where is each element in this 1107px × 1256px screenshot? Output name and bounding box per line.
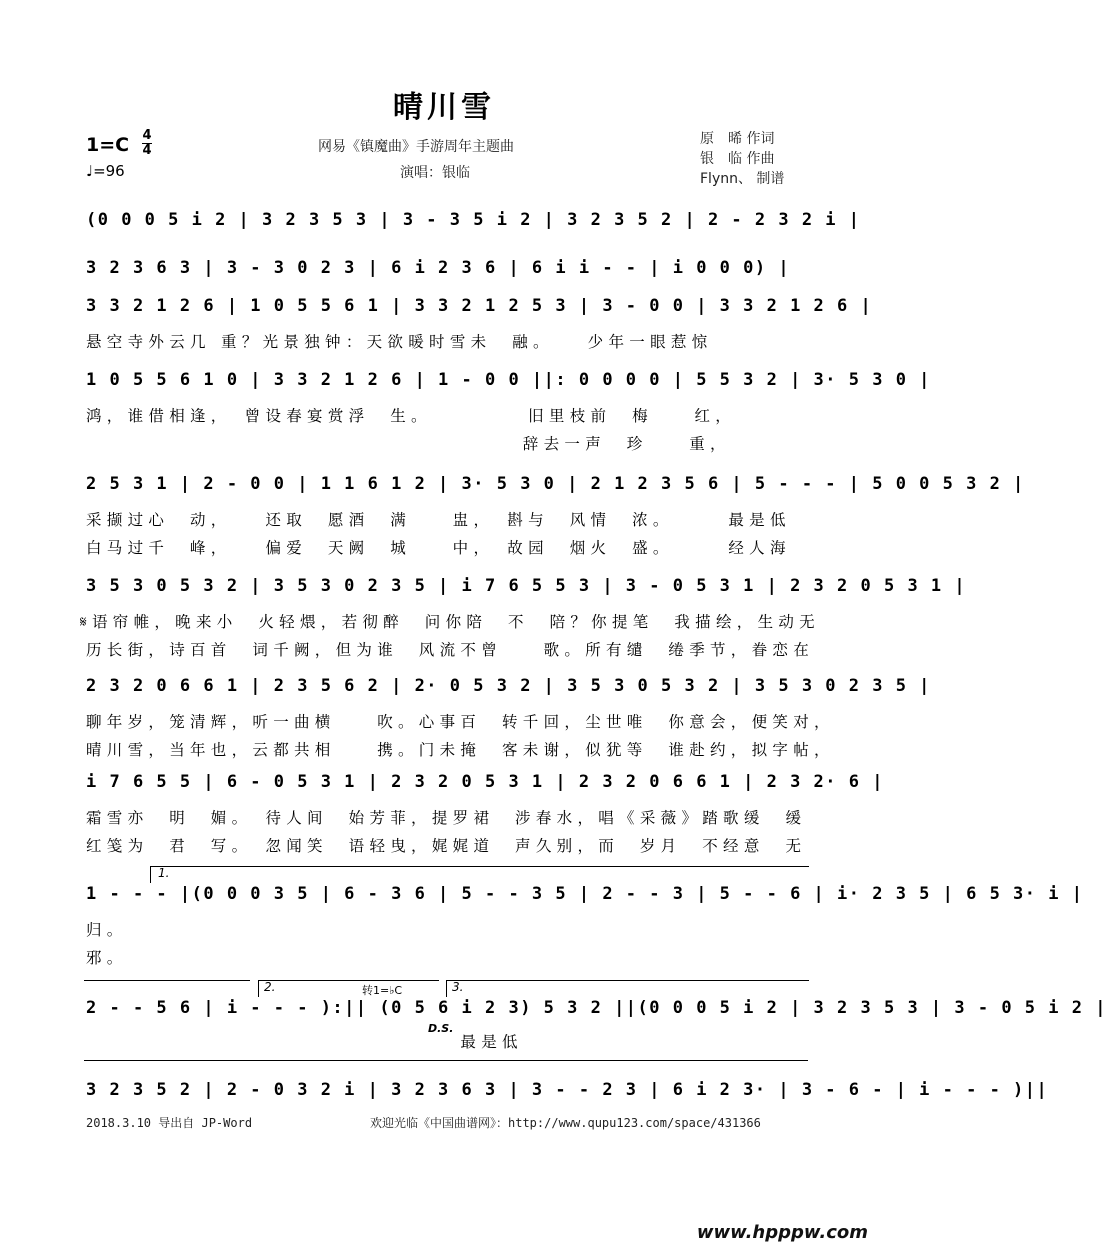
time-signature-bottom: 4 (142, 143, 152, 158)
footer-site-link[interactable]: 欢迎光临《中国曲谱网》：http://www.qupu123.com/space/431366 (370, 1116, 761, 1130)
lyrics-row-6-verse-1: 𝄋语帘帷，晚来小 火轻煨，若彻醉 问你陪 不 陪？你提笔 我描绘，生动无 (80, 613, 820, 631)
song-title: 晴川雪 (393, 90, 495, 125)
volta-bracket-1-continuation (84, 980, 250, 991)
lyrics-row-10-verse-1: 最是低 (86, 1033, 523, 1051)
footer-export-note: 2018.3.10 导出自 JP-Word (86, 1116, 253, 1130)
volta-bracket-3-continuation (84, 1060, 808, 1071)
modulation-mark: 转1=♭C (362, 984, 403, 997)
lyrics-row-5-verse-1: 采撷过心 动， 还取 愿酒 满 盅， 斟与 风情 浓。 最是低 (86, 511, 791, 529)
notation-row-6: 3 5 3 0 5 3 2 | 3 5 3 0 2 3 5 | i 7 6 5 5 3 | 3 - 0 5 3 1 | 2 3 2 0 5 3 1 | (86, 576, 967, 596)
notation-row-8: i 7 6 5 5 | 6 - 0 5 3 1 | 2 3 2 0 5 3 1 | 2 3 2 0 6 6 1 | 2 3 2· 6 | (86, 772, 884, 792)
notation-row-1: (0 0 0 5 i 2 | 3 2 3 5 3 | 3 - 3 5 i 2 | 3 2 3 5 2 | 2 - 2 3 2 i | (86, 210, 861, 230)
volta-bracket-1 (150, 866, 809, 883)
lyrics-row-9-verse-1: 归。 (86, 921, 128, 939)
volta-label-2: 2. (264, 980, 276, 994)
lyrics-row-4-verse-1: 鸿，谁借相逢， 曾设春宴赏浮 生。 旧里枝前 梅 红， (86, 407, 737, 425)
ds-mark: D.S. (428, 1022, 454, 1035)
time-signature (142, 130, 152, 157)
lyrics-row-5-verse-2: 白马过千 峰， 偏爱 天阙 城 中， 故园 烟火 盛。 经人海 (86, 539, 791, 557)
subtitle: 网易《镇魔曲》手游周年主题曲 (318, 139, 514, 155)
notation-row-2: 3 2 3 6 3 | 3 - 3 0 2 3 | 6 i 2 3 6 | 6 i i - - | i 0 0 0) | (86, 258, 791, 278)
lyrics-row-4-verse-2: 辞去一声 珍 重， (86, 435, 731, 453)
notation-row-4: 1 0 5 5 6 1 0 | 3 3 2 1 2 6 | 1 - 0 0 ||: 0 0 0 0 | 5 5 3 2 | 3· 5 3 0 | (86, 370, 931, 390)
arranger-credit: Flynn、 制谱 (700, 171, 785, 187)
lyricist-credit: 原 晞 作词 (700, 131, 775, 147)
notation-row-9: 1 - - - |(0 0 0 3 5 | 6 - 3 6 | 5 - - 3 5 | 2 - - 3 | 5 - - 6 | i· 2 3 5 | 6 5 3· i | (86, 884, 1084, 904)
volta-label-1: 1. (158, 866, 170, 880)
volta-bracket-3 (446, 980, 809, 997)
key-signature: 1=C (86, 134, 130, 156)
time-signature-top: 4 (142, 128, 152, 143)
volta-bracket-2 (258, 980, 439, 997)
lyrics-row-8-verse-1: 霜雪亦 明 媚。 待人间 始芳菲，提罗裙 涉春水，唱《采薇》踏歌缓 缓 (86, 809, 807, 827)
singer: 演唱：银临 (400, 165, 470, 181)
volta-label-3: 3. (452, 980, 464, 994)
notation-row-3: 3 3 2 1 2 6 | 1 0 5 5 6 1 | 3 3 2 1 2 5 3 | 3 - 0 0 | 3 3 2 1 2 6 | (86, 296, 873, 316)
lyrics-row-7-verse-2: 晴川雪，当年也，云都共相 携。门未掩 客未谢，似犹等 谁赴约，拟字帖， (86, 741, 835, 759)
watermark: www.hpppw.com (696, 1222, 868, 1243)
notation-row-5: 2 5 3 1 | 2 - 0 0 | 1 1 6 1 2 | 3· 5 3 0 | 2 1 2 3 5 6 | 5 - - - | 5 0 0 5 3 2 | (86, 474, 1025, 494)
notation-row-10: 2 - - 5 6 | i - - - ):|| (0 5 6 i 2 3) 5 3 2 ||(0 0 0 5 i 2 | 3 2 3 5 3 | 3 - 0 5 i 2 | (86, 998, 1107, 1018)
notation-row-11: 3 2 3 5 2 | 2 - 0 3 2 i | 3 2 3 6 3 | 3 - - 2 3 | 6 i 2 3· | 3 - 6 - | i - - - )|| (86, 1080, 1049, 1100)
lyrics-row-8-verse-2: 红笺为 君 写。 忽闻笑 语轻曳，娓娓道 声久别，而 岁月 不经意 无 (86, 837, 807, 855)
lyrics-row-7-verse-1: 聊年岁，笼清辉，听一曲横 吹。心事百 转千回，尘世唯 你意会，便笑对， (86, 713, 835, 731)
lyrics-row-9-verse-2: 邪。 (86, 949, 128, 967)
composer-credit: 银 临 作曲 (700, 151, 775, 167)
lyrics-row-6-verse-2: 历长街，诗百首 词千阙，但为谁 风流不曾 歌。所有缱 绻季节，眷恋在 (86, 641, 815, 659)
lyrics-row-3-verse-1: 悬空寺外云几 重？光景独钟：天欲暖时雪未 融。 少年一眼惹惊 (86, 333, 713, 351)
notation-row-7: 2 3 2 0 6 6 1 | 2 3 5 6 2 | 2· 0 5 3 2 | 3 5 3 0 5 3 2 | 3 5 3 0 2 3 5 | (86, 676, 931, 696)
tempo-marking: ♩=96 (86, 162, 125, 180)
